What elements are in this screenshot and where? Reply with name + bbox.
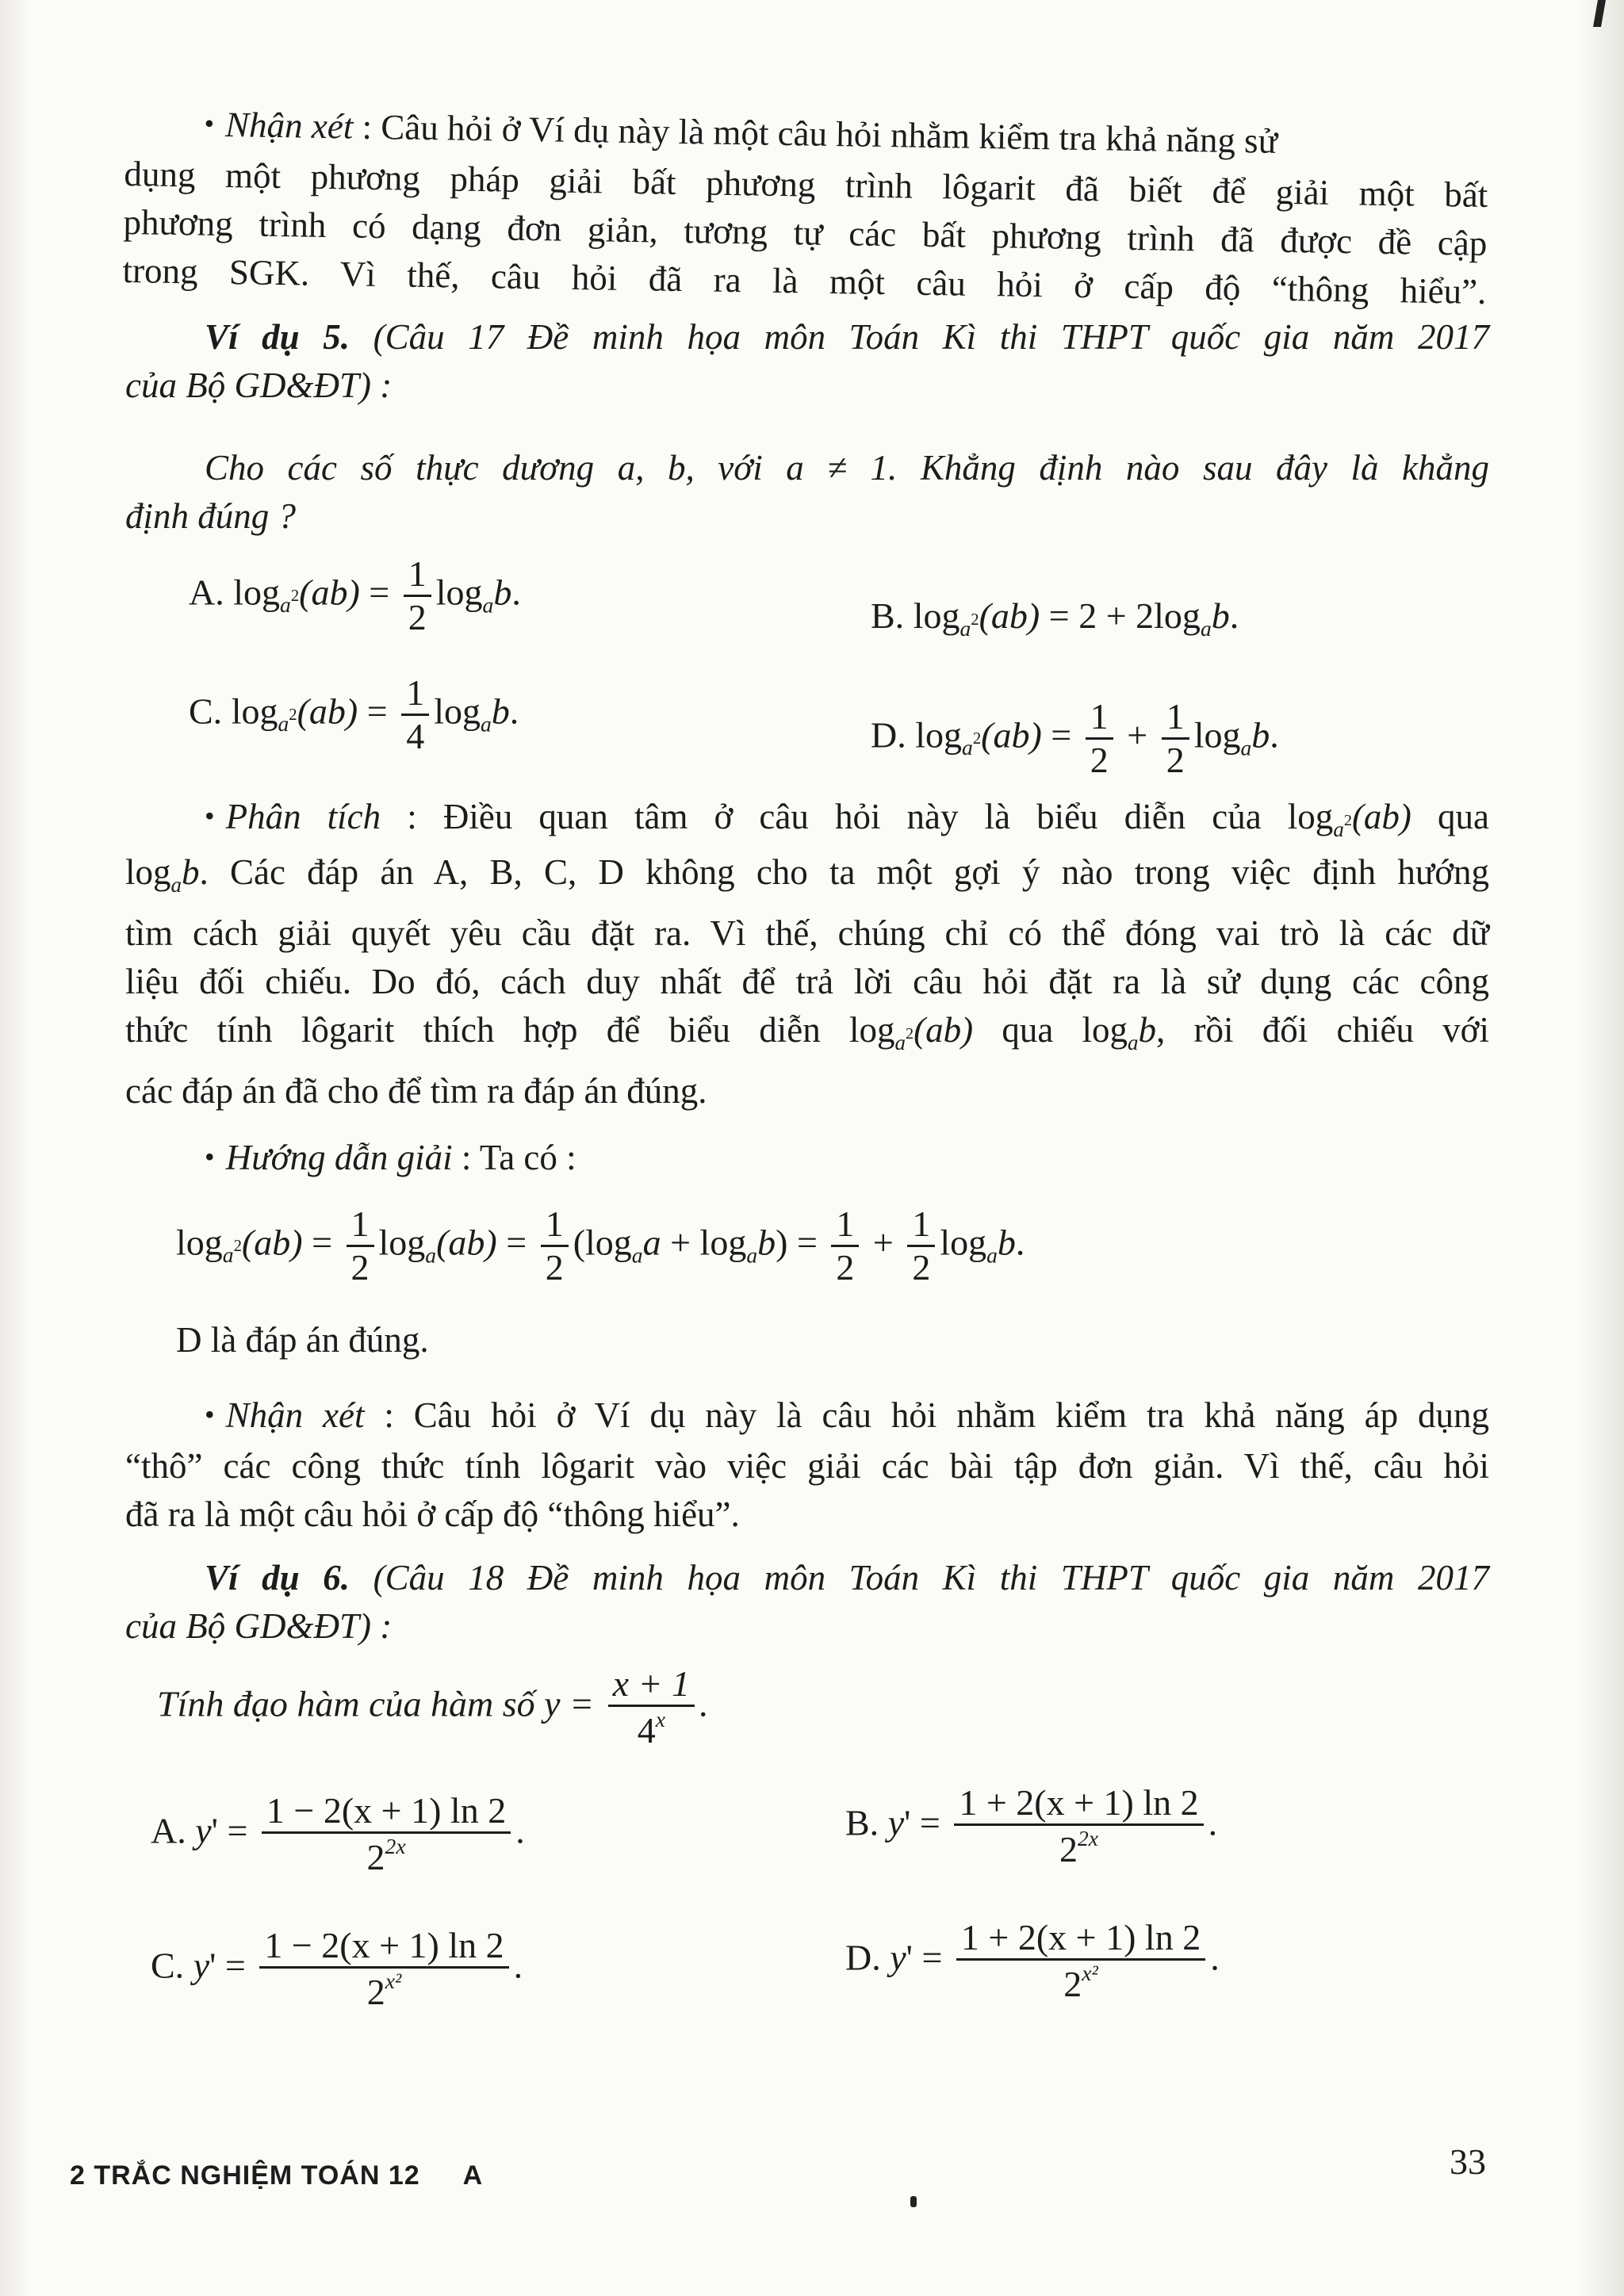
footer-book-title: 2 TRẮC NGHIỆM TOÁN 12 A xyxy=(70,2160,484,2191)
example-6-question: Tính đạo hàm của hàm số y = $\frac{x + 1}{4^x}$ . xyxy=(157,1663,709,1751)
option-d-label: D. xyxy=(871,714,906,756)
example-5-title: Ví dụ 5. xyxy=(205,317,350,357)
bullet-icon: • xyxy=(205,1141,215,1173)
bullet-icon: • xyxy=(204,107,215,140)
solution-equation: $\log_a2(ab)$ = $\frac{1}{2}$ $\log_a(ab)$ = $\frac{1}{2}$ $(\log_aa + \log_ab)$ = $\frac{1}{2}$ + $\frac{1}{2}$ $\log_ab$. xyxy=(176,1203,1025,1288)
option-b-derivative: B. y' = $\frac{1 + 2(x + 1) \ln 2}{2^{2x}}$ . xyxy=(845,1782,1218,1870)
option-c: C. $\log_a2(ab)$ = $\frac{1}{4}$ $\log_ab$. xyxy=(189,672,519,757)
scan-mark xyxy=(1593,0,1606,27)
question-line-1: Cho các số thực dương a, b, với a ≠ 1. Khẳng định nào sau đây là khẳng xyxy=(205,448,1489,488)
remark-text: : Câu hỏi ở Ví dụ này là một câu hỏi nhằm kiểm tra khả năng sử xyxy=(352,106,1278,161)
bullet-icon: • xyxy=(205,1399,215,1430)
page-number: 33 xyxy=(1450,2141,1486,2182)
question-line-2: định đúng ? xyxy=(125,496,297,536)
remark-line-4: trong SGK. Vì thế, câu hỏi đã ra là một câu hỏi ở cấp độ “thông hiểu”. xyxy=(122,250,1487,312)
example-6-title: Ví dụ 6. xyxy=(205,1558,350,1598)
bullet-icon: • xyxy=(205,800,215,832)
fraction: $\frac{1}{2}$ xyxy=(404,555,431,637)
option-d: D. $\log_a2(ab)$ = $\frac{1}{2}$ + $\frac{1}{2}$ $\log_ab$. xyxy=(871,696,1279,781)
analysis-label: Phân tích xyxy=(225,797,381,836)
remark-label: Nhận xét xyxy=(224,104,354,147)
example-5-heading xyxy=(125,313,1489,410)
option-c-label: C. xyxy=(189,691,223,732)
example-5-line-1 xyxy=(125,313,1489,362)
remark-paragraph-2: • Nhận xét : Câu hỏi ở Ví dụ này là câu hỏi nhằm kiểm tra khả năng áp dụng “thô” các công thức tính lôgarit vào việc giải các bài tập đơn giản. Vì thế, câu hỏi đã ra là một câu hỏi ở cấp độ “thông hiểu”. xyxy=(125,1395,1489,1534)
example-5-line-2: của Bộ GD&ĐT) : xyxy=(125,365,393,405)
remark-line-2: dụng một phương pháp giải bất phương trình lôgarit đã biết để giải một bất xyxy=(124,153,1488,216)
example-5-source: (Câu 17 Đề minh họa môn Toán Kì thi THPT quốc gia năm 2017 xyxy=(350,317,1489,357)
answer-line: D là đáp án đúng. xyxy=(176,1320,429,1360)
analysis-paragraph xyxy=(125,793,1489,1115)
remark-paragraph-1 xyxy=(122,99,1489,316)
option-a-label: A. xyxy=(189,572,224,613)
analysis-line-4: liệu đối chiếu. Do đó, cách duy nhất để trả lời câu hỏi đặt ra là sử dụng các công xyxy=(125,962,1489,1001)
option-a-derivative: A. y' = $\frac{1 - 2(x + 1) \ln 2}{2^{2x}}$ . xyxy=(151,1790,525,1878)
remark-label: Nhận xét xyxy=(225,1395,365,1435)
option-b: B. $\log_a2(ab) = 2 + 2\log_ab$. xyxy=(871,595,1239,641)
option-b-label: B. xyxy=(871,595,905,636)
option-c-derivative: C. y' = $\frac{1 - 2(x + 1) \ln 2}{2^{x^2}}$ . xyxy=(151,1925,523,2013)
fraction: $\frac{1}{4}$ xyxy=(401,674,429,756)
analysis-line-2: $\log_ab$. Các đáp án A, B, C, D không cho ta một gợi ý nào trong việc định hướng xyxy=(125,852,1490,897)
option-d-derivative: D. y' = $\frac{1 + 2(x + 1) \ln 2}{2^{x^2}}$ . xyxy=(845,1917,1220,2005)
analysis-line-5: thức tính lôgarit thích hợp để biểu diễn $\log_a2(ab)$ qua $\log_ab$, rồi đối chiếu với xyxy=(125,1010,1489,1054)
example-6-heading: Ví dụ 6. (Câu 18 Đề minh họa môn Toán Kì thi THPT quốc gia năm 2017 của Bộ GD&ĐT) : xyxy=(125,1558,1489,1646)
analysis-line-3: tìm cách giải quyết yêu cầu đặt ra. Vì thế, chúng chỉ có thể đóng vai trò là các dữ xyxy=(125,913,1489,953)
analysis-line-6: các đáp án đã cho để tìm ra đáp án đúng. xyxy=(125,1071,707,1111)
remark-line-3: phương trình có dạng đơn giản, tương tự các bất phương trình đã được đề cập xyxy=(123,201,1488,263)
analysis-line-1: • Phân tích : Điều quan tâm ở câu hỏi này là biểu diễn của $\log_a2(ab)$ qua xyxy=(205,797,1489,841)
scan-dot xyxy=(910,2196,917,2207)
option-a: A. $\log_a2(ab)$ = $\frac{1}{2}$ $\log_ab$. xyxy=(189,553,521,638)
solution-heading: • Hướng dẫn giải : Ta có : xyxy=(205,1138,576,1177)
solution-label: Hướng dẫn giải xyxy=(225,1138,453,1177)
example-5-question xyxy=(125,444,1489,541)
